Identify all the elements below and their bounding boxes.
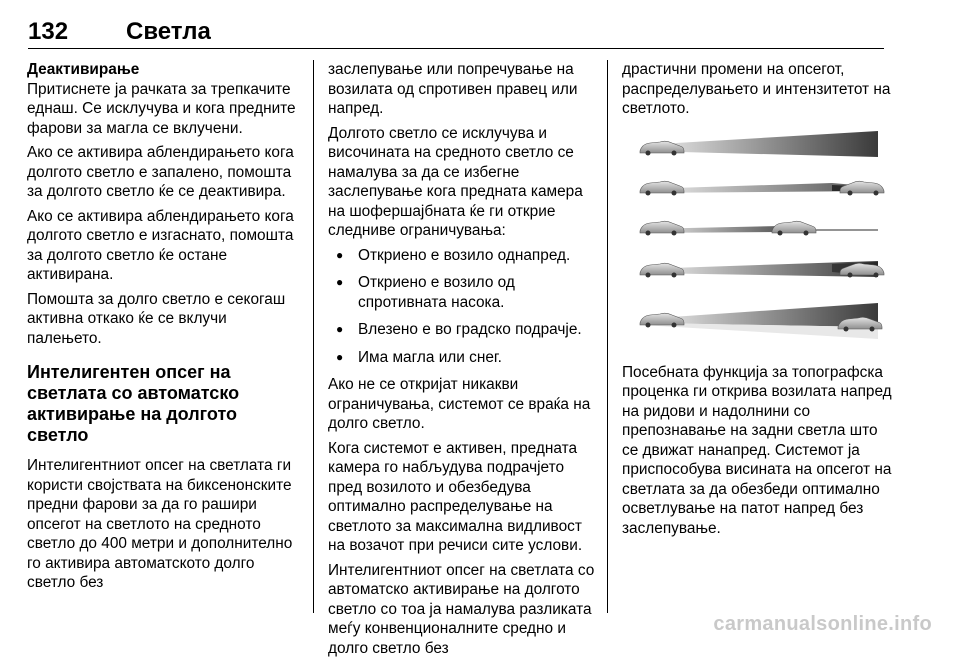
column-divider xyxy=(313,60,314,613)
page-header xyxy=(28,14,884,49)
paragraph: Посебната функција за топографска проценка ги открива возилата напред на ридови и надолнини со препознавање на задни светла што се движат нанапред. Системот ја приспособува висината на опсегот на светлата за да обезбеди оптимално осветлување на патот напред без заслепување. xyxy=(622,363,892,537)
paragraph: Помошта за долго светло е секогаш активна откако ќе се вклучи палењето. xyxy=(27,290,286,347)
beam-diagram xyxy=(632,131,888,351)
column-divider xyxy=(607,60,608,613)
paragraph: Кога системот е активен, предната камера го набљудува подрачјето пред возилото и обезбедува оптимално распределување на светлото за максимална видливост на возачот при речиси сите услови. xyxy=(328,439,583,554)
list-item: ● Откриено е возило од спротивната насока. xyxy=(328,273,600,312)
car-icon xyxy=(640,221,684,235)
beam-row-high xyxy=(640,131,878,157)
oncoming-car-icon xyxy=(840,181,884,195)
paragraph: Ако не се откријат никакви ограничувања, системот се враќа на долго светло. xyxy=(328,376,591,432)
column-middle xyxy=(328,60,600,663)
paragraph: Ако се активира аблендирањето кога долгото светло е изгаснато, помошта за долгото светло ќе остане активирана. xyxy=(27,207,294,283)
car-icon xyxy=(640,181,684,195)
light-beam-illustration xyxy=(632,131,888,351)
paragraph: Притиснете ја рачката за трепкачите еднаш. Се исклучува и кога предните фарови за магла се вклучени. xyxy=(27,80,296,137)
paragraph: Долгото светло се исклучува и височината на средното светло се намалува за да се избегне заслепување кога предната камера на шофершајбната ќе ги открие следниве ограничувања: xyxy=(328,124,583,239)
list-item: ● Влезено е во градско подрачје. xyxy=(328,320,600,340)
intelligent-light-heading: Интелигентен опсег на светлата со автоматско активирање на долгото светло xyxy=(27,362,240,445)
paragraph: Ако се активира аблендирањето кога долгото светло е запалено, помошта за долгото светло ќе се деактивира. xyxy=(27,144,294,200)
column-right xyxy=(622,60,894,543)
beam-row-glare-free xyxy=(640,261,884,278)
page-number: 132 xyxy=(28,18,69,45)
watermark: carmanualsonline.info xyxy=(713,613,932,635)
paragraph: Интелигентниот опсег на светлата ги користи својствата на биксенонските предни фарови за да го рашири опсегот на светлото на средното светло до 400 метри и дополнително го активира автоматското долго светло без xyxy=(27,457,293,591)
beam-row-ahead xyxy=(640,221,878,235)
car-icon xyxy=(640,263,684,277)
beam-row-hill xyxy=(640,303,882,339)
column-left xyxy=(27,60,299,598)
car-ahead-icon xyxy=(772,221,816,235)
list-item: ● Има магла или снег. xyxy=(328,348,600,368)
paragraph: заслепување или попречување на возилата од спротивен правец или напред. xyxy=(328,61,578,117)
list-item: ● Откриено е возило однапред. xyxy=(328,246,600,266)
deactivation-heading: Деактивирање xyxy=(27,61,140,78)
limitations-list xyxy=(328,246,600,368)
beam-row-oncoming xyxy=(640,181,884,195)
paragraph: Интелигентниот опсег на светлата со автоматско активирање на долгото светло со тоа ја намалува разликата меѓу конвенционалните средно и долго светло без xyxy=(328,561,595,657)
section-title: Светла xyxy=(126,18,211,45)
paragraph: драстични промени на опсегот, распределувањето и интензитетот на светлото. xyxy=(622,61,891,117)
